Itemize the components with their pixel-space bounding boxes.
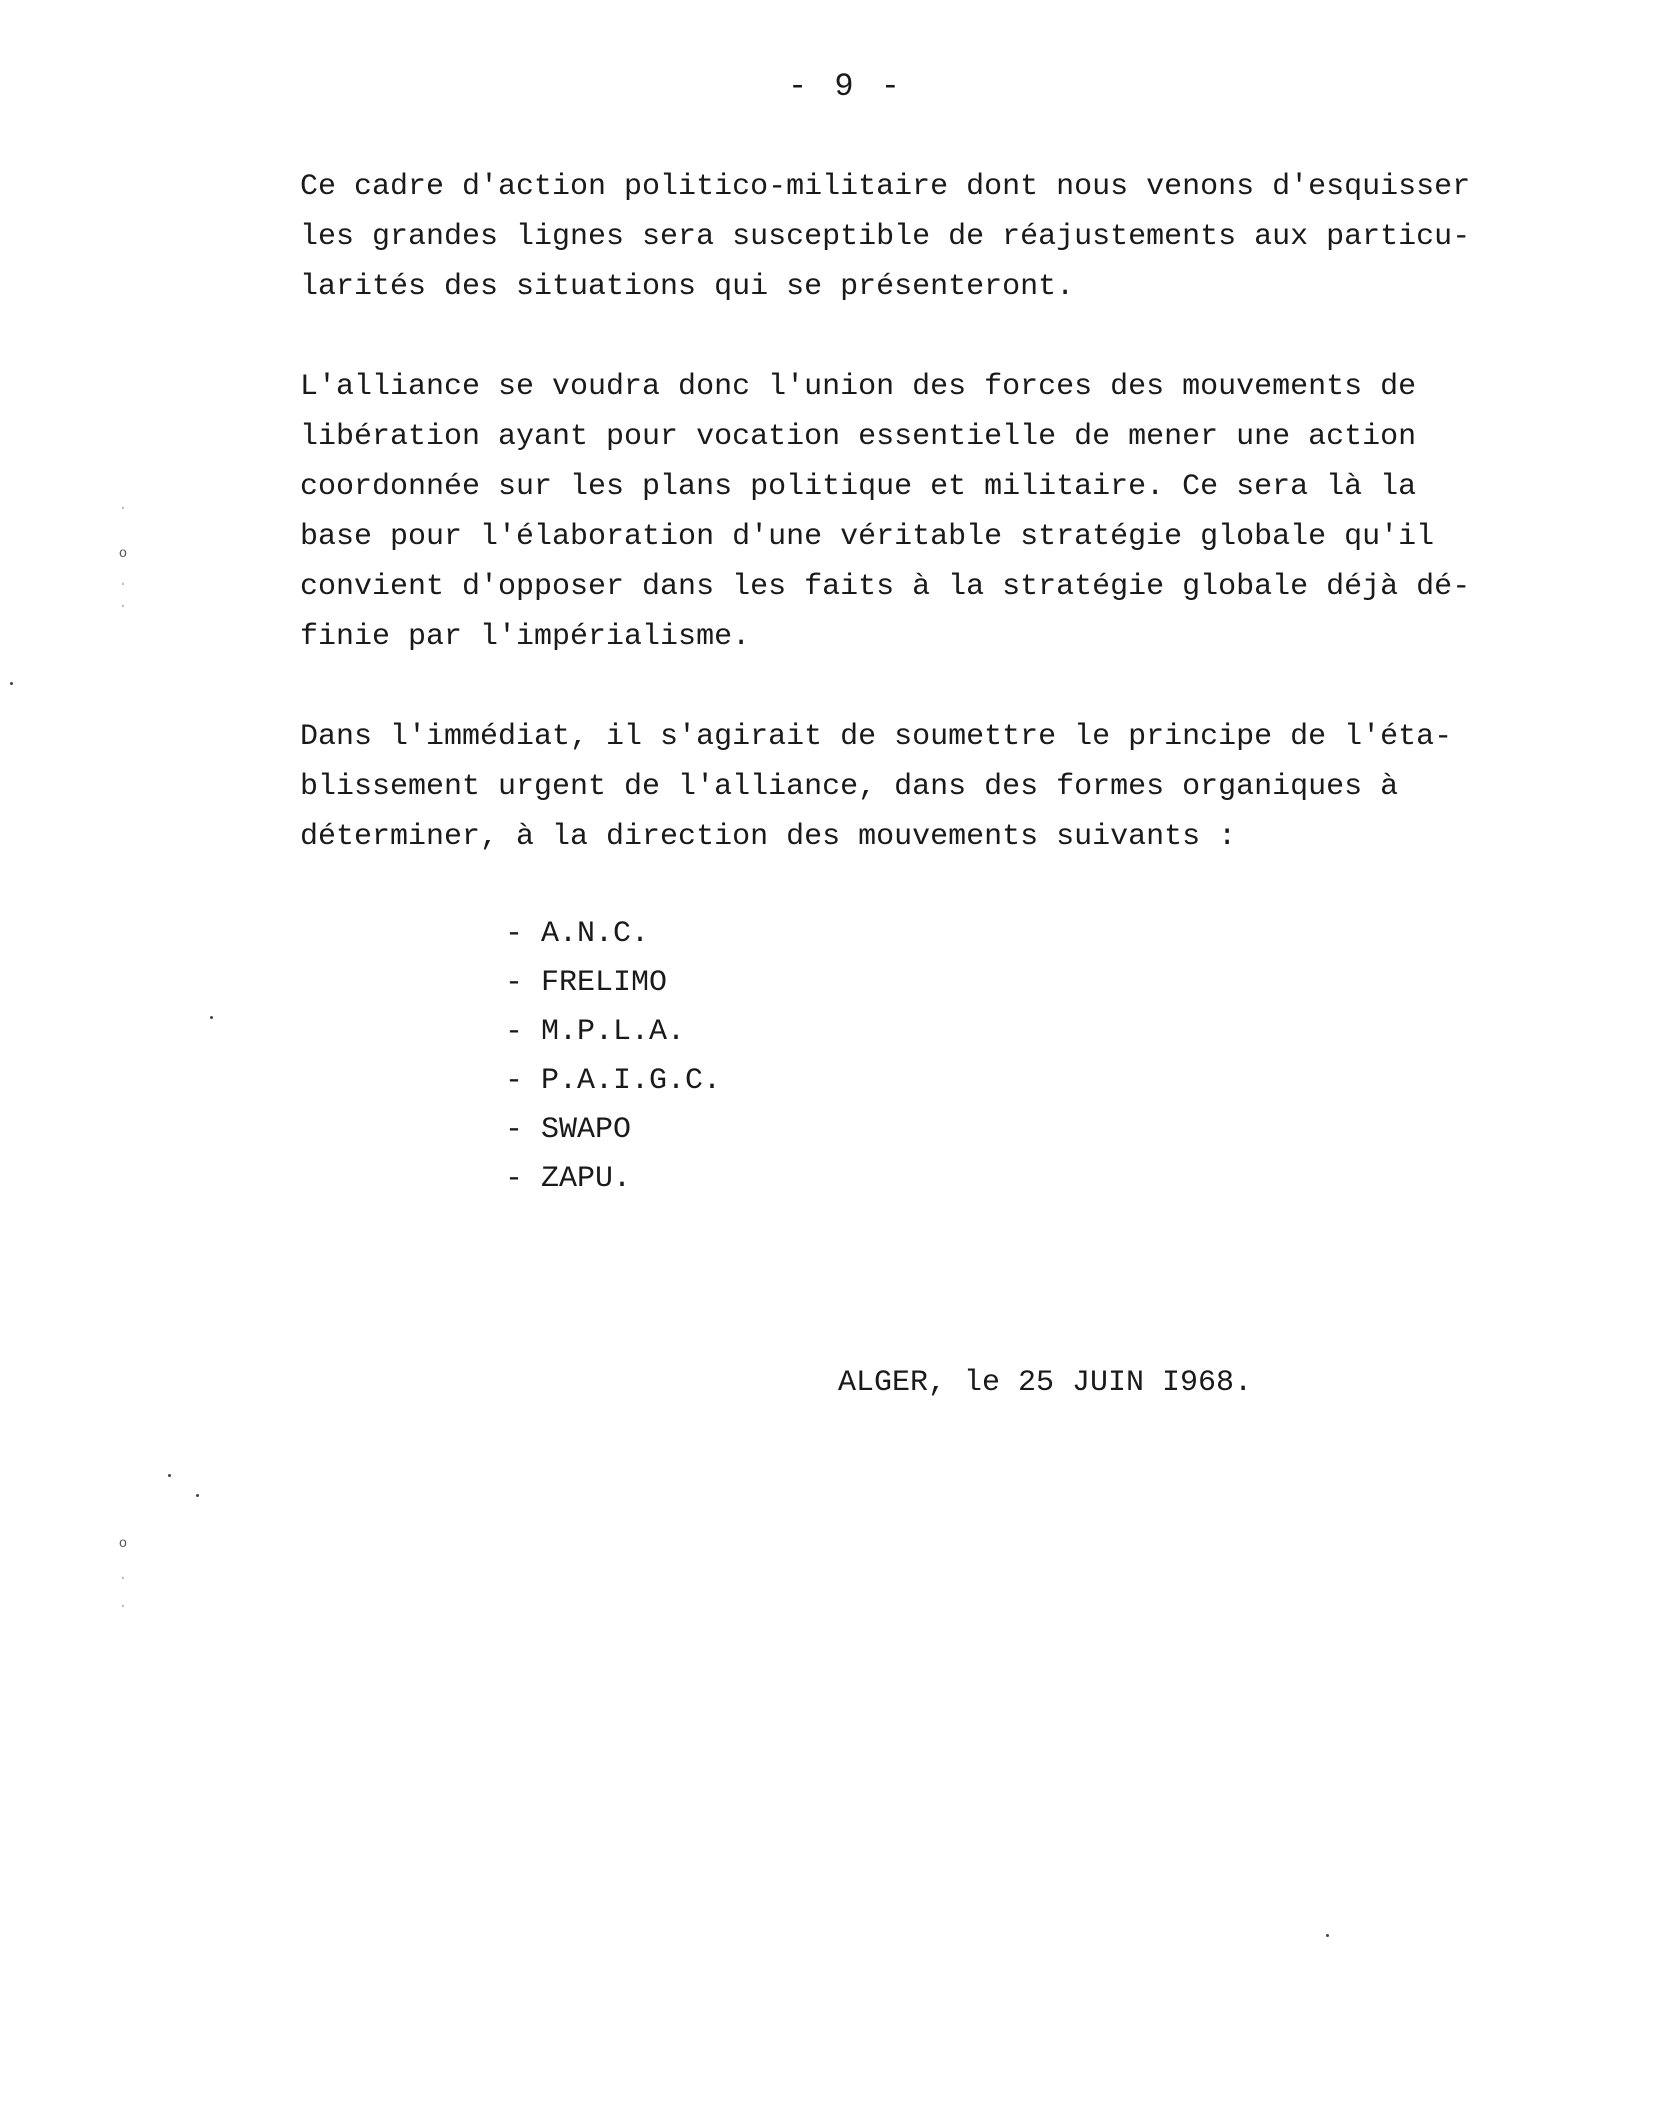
scan-speck <box>10 682 13 685</box>
paragraph-1 <box>300 162 1520 312</box>
margin-tick: ˈ <box>118 506 128 522</box>
paragraph-line: L'alliance se voudra donc l'union des forces des mouvements de <box>300 370 1417 404</box>
list-item: - FRELIMO <box>505 966 668 1000</box>
list-item: - ZAPU. <box>505 1162 632 1196</box>
margin-hole-mark: o <box>118 1536 128 1552</box>
scan-speck <box>1326 1934 1329 1937</box>
list-item: - SWAPO <box>505 1113 632 1147</box>
page-number: - 9 - <box>787 68 904 105</box>
scan-speck <box>196 1494 199 1497</box>
list-item: - A.N.C. <box>505 917 650 951</box>
paragraph-line: convient d'opposer dans les faits à la stratégie globale déjà dé- <box>300 570 1471 604</box>
list-item: - P.A.I.G.C. <box>505 1064 722 1098</box>
margin-tick: ˈ <box>118 604 128 620</box>
paragraph-line: Ce cadre d'action politico-militaire dont nous venons d'esquisser <box>300 170 1471 204</box>
list-item: - M.P.L.A. <box>505 1015 686 1049</box>
paragraph-line: base pour l'élaboration d'une véritable stratégie globale qu'il <box>300 520 1435 554</box>
margin-tick: ˈ <box>118 582 128 598</box>
margin-hole-mark: o <box>118 546 128 562</box>
paragraph-line: libération ayant pour vocation essentielle de mener une action <box>300 420 1417 454</box>
paragraph-line: déterminer, à la direction des mouvements suivants : <box>300 820 1237 854</box>
scan-speck <box>210 1016 213 1019</box>
margin-tick: ˈ <box>118 1604 128 1620</box>
dateline: ALGER, le 25 JUIN I968. <box>838 1366 1253 1400</box>
scan-speck <box>168 1474 171 1477</box>
paragraph-line: larités des situations qui se présenteront. <box>300 270 1075 304</box>
paragraph-line: coordonnée sur les plans politique et militaire. Ce sera là la <box>300 470 1417 504</box>
movement-list <box>505 910 721 1204</box>
paragraph-3 <box>300 712 1520 862</box>
paragraph-line: blissement urgent de l'alliance, dans des formes organiques à <box>300 770 1399 804</box>
paragraph-line: finie par l'impérialisme. <box>300 620 751 654</box>
paragraph-line: les grandes lignes sera susceptible de réajustements aux particu- <box>300 220 1471 254</box>
paragraph-line: Dans l'immédiat, il s'agirait de soumettre le principe de l'éta- <box>300 720 1453 754</box>
paragraph-2 <box>300 362 1520 662</box>
margin-tick: ˈ <box>118 1576 128 1592</box>
